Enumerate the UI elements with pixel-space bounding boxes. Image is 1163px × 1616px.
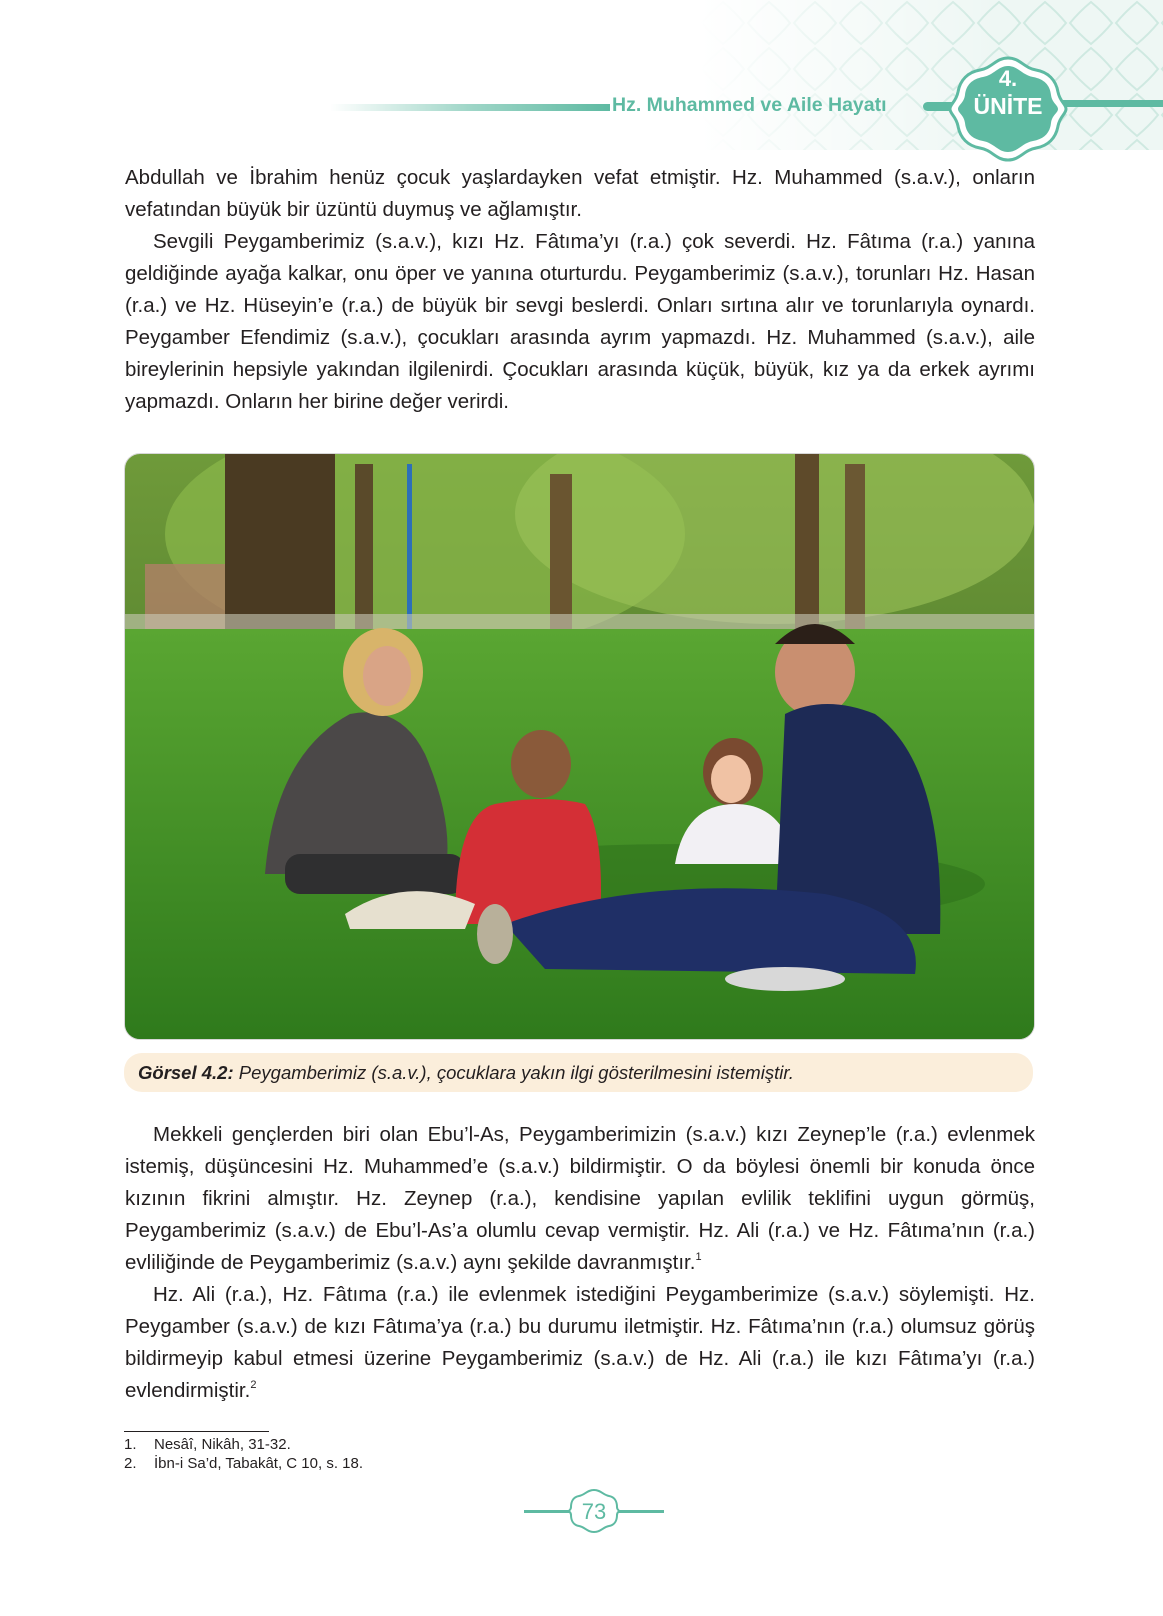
paragraph-3: Mekkeli gençlerden biri olan Ebu’l-As, Peygamberimizin (s.a.v.) kızı Zeynep’le (r.a.) evlenmek istemiş, düşüncesini Hz. Muhammed’e (s.a.v.) bildirmiştir. O da böylesi önemli bir konuda önce kızının fikrini almıştır. Hz. Zeynep (r.a.), kendisine yapılan evlilik teklifini uygun görmüş, Peygamberimiz (s.a.v.) de Ebu’l-As’a olumlu cevap vermiştir. Hz. Ali (r.a.) ve Hz. Fâtıma’nın (r.a.) evliliğinde de Peygamberimiz (s.a.v.) aynı şekilde davranmıştır.$^1$ (125, 1123, 1035, 1274)
footnote-rule (124, 1431, 269, 1432)
footnote-1: 1. Nesâî, Nikâh, 31-32. (124, 1436, 291, 1453)
footnote-ref-1[interactable]: 1 (695, 1251, 702, 1263)
header-rule-right (1060, 100, 1163, 107)
footnote-2: 2. İbn-i Sa’d, Tabakât, C 10, s. 18. (124, 1455, 364, 1472)
page-number: 73 (581, 1499, 607, 1524)
figure-caption (124, 1053, 1033, 1092)
page-number-badge (568, 1488, 620, 1534)
figure-label: Görsel 4.2: (138, 1062, 234, 1083)
unit-number: 4. (998, 66, 1018, 91)
unit-label: ÜNİTE (973, 93, 1043, 119)
page-number-rule-left (524, 1510, 572, 1513)
paragraph-4: Hz. Ali (r.a.), Hz. Fâtıma (r.a.) ile evlenmek istediğini Peygamberimize (s.a.v.) söylemişti. Hz. Peygamber (s.a.v.) de kızı Fâtıma’ya (r.a.) bu durumu iletmiştir. Hz. Fâtıma’nın (r.a.) olumsuz görüş bildirmeyip kabul etmesi üzerine Peygamberimiz (s.a.v.) de Hz. Ali (r.a.) ile kızı Fâtıma’yı (r.a.) evlendirmiştir.$^2$ (125, 1283, 1035, 1402)
paragraph-2: Sevgili Peygamberimiz (s.a.v.), kızı Hz. Fâtıma’yı (r.a.) çok severdi. Hz. Fâtıma (r.a.) yanına geldiğinde ayağa kalkar, onu öper ve yanına oturturdu. Peygamberimiz (s.a.v.), torunları Hz. Hasan (r.a.) ve Hz. Hüseyin’e (r.a.) de büyük bir sevgi beslerdi. Onları sırtına alır ve torunlarıyla oynardı. Peygamber Efendimiz (s.a.v.), çocukları arasında ayrım yapmazdı. Hz. Muhammed (s.a.v.), aile bireylerinin hepsiyle yakından ilgilenirdi. Çocukları arasında küçük, büyük, kız ya da erkek ayrımı yapmazdı. Onların her birine değer verirdi. (125, 230, 1035, 413)
header-rule-left (330, 104, 610, 111)
page-number-rule-right (616, 1510, 664, 1513)
paragraph-1: Abdullah ve İbrahim henüz çocuk yaşlardayken vefat etmiştir. Hz. Muhammed (s.a.v.), onların vefatından büyük bir üzüntü duymuş ve ağlamıştır. (125, 166, 1035, 221)
chapter-title: Hz. Muhammed ve Aile Hayatı (612, 94, 887, 116)
family-park-photo (124, 453, 1035, 1040)
unit-badge (948, 56, 1068, 162)
footnote-ref-2[interactable]: 2 (250, 1379, 257, 1391)
figure-caption-text: Peygamberimiz (s.a.v.), çocuklara yakın ilgi gösterilmesini istemiştir. (233, 1062, 794, 1083)
header-pattern (700, 0, 1163, 150)
